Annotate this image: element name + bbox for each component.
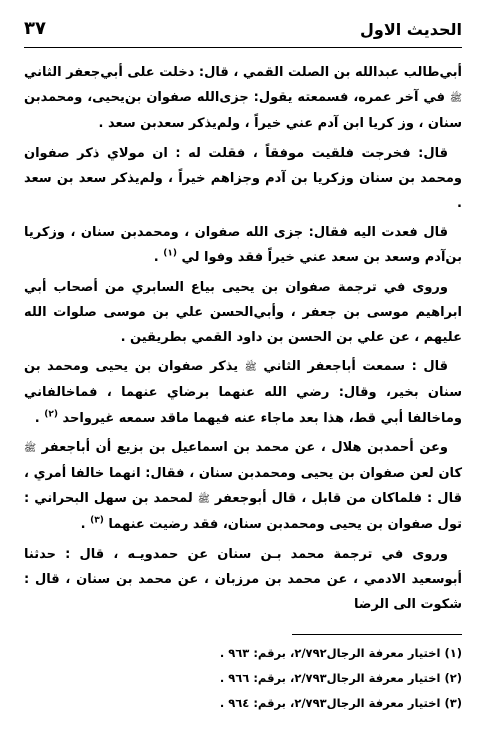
footnotes: [120, 641, 462, 716]
salawat-glyph: ﷺ: [449, 93, 462, 105]
page-number: ٣٧: [24, 18, 46, 39]
salawat-glyph: ﷺ: [24, 442, 37, 454]
paragraph-7: وروى في ترجمة محمد بـن سنان عن حمدويـه ، قال : حدثنا أبوسعيد الادمي ، عن محمد بن مرزبان ، عن محمد بن سنان ، قال : شكوت الى الرضا: [24, 546, 462, 613]
footnote-1: (١) اختيار معرفة الرجال‌٢/٧٩٢، برقم: ٩٦٣ .: [219, 646, 462, 660]
paragraph-5: قال : سمعت أباجعفر الثاني ﷺ يذكر صفوان بن يحيى ومحمد بن سنان بخير، وقال: رضي الله عنهما برضاي عنهما ، فماخالفاني وماخالفا أبي قط، هذا بعد ماجاء عنه فيهما ماقد سمعه غيرواحد $^{(٢)}$ .: [24, 359, 462, 426]
page-header: [24, 14, 462, 44]
salawat-glyph: ﷺ: [244, 362, 257, 374]
paragraph-2: قال: فخرجت فلقيت موفقاً ، فقلت له : ان مولاي ذكر صفوان ومحمد بن سنان وزكريا بن آدم وجزاهم خيراً ، ولم‌يذكر سعد بن سعد .: [24, 145, 462, 212]
header-rule: [24, 47, 462, 48]
salawat-glyph: ﷺ: [197, 494, 210, 506]
paragraph-6: وعن أحمدبن هلال ، عن محمد بن اسماعيل بن بزيع أن أباجعفر ﷺ كان لعن صفوان بن يحيى ومحمدبن سنان ، فقال: انهما خالفا أمري ، قال : فلماكان من قابل ، قال أبوجعفر ﷺ لمحمد بن سهل البحراني : تول صفوان بن يحيى ومحمدبن سنان، فقد رضيت عنهما $^{(٣)}$ .: [24, 439, 462, 533]
paragraph-3: قال فعدت اليه فقال: جزى الله صفوان ، ومحمدبن سنان ، وزكريا بن‌آدم وسعد بن سعد عني خيراً فقد وفوا لي $^{(١)}$ .: [24, 225, 462, 266]
footnote-rule: [292, 634, 462, 635]
footnote-2: (٢) اختيار معرفة الرجال‌٢/٧٩٣، برقم: ٩٦٦ .: [219, 671, 462, 685]
running-title: الحديث الاول: [359, 20, 462, 39]
body-text: [24, 60, 462, 621]
footnote-3: (٣) اختيار معرفة الرجال‌٢/٧٩٣، برقم: ٩٦٤ .: [219, 696, 462, 710]
footnote-ref-3: (٣): [90, 516, 104, 527]
paragraph-4: وروى في ترجمة صفوان بن يحيى بياع السابري من أصحاب أبي ابراهيم موسى بن جعفر ، وأبي‌الحسن علي بن موسى صلوات الله عليهم ، عن علي بن الحسن بن داود القمي بطريقين .: [24, 279, 462, 346]
footnote-ref-2: (٢): [44, 409, 58, 420]
footnote-ref-1: (١): [163, 249, 177, 260]
paragraph-1: أبي‌طالب عبدالله بن الصلت القمي ، قال: دخلت على أبي‌جعفر الثاني ﷺ في آخر عمره، فسمعته يقول: جزى‌الله صفوان بن‌يحيى، ومحمدبن سنان ، وز كريا ابن آدم عني خيراً ، ولم‌يذكر سعدبن سعد .: [24, 65, 462, 132]
